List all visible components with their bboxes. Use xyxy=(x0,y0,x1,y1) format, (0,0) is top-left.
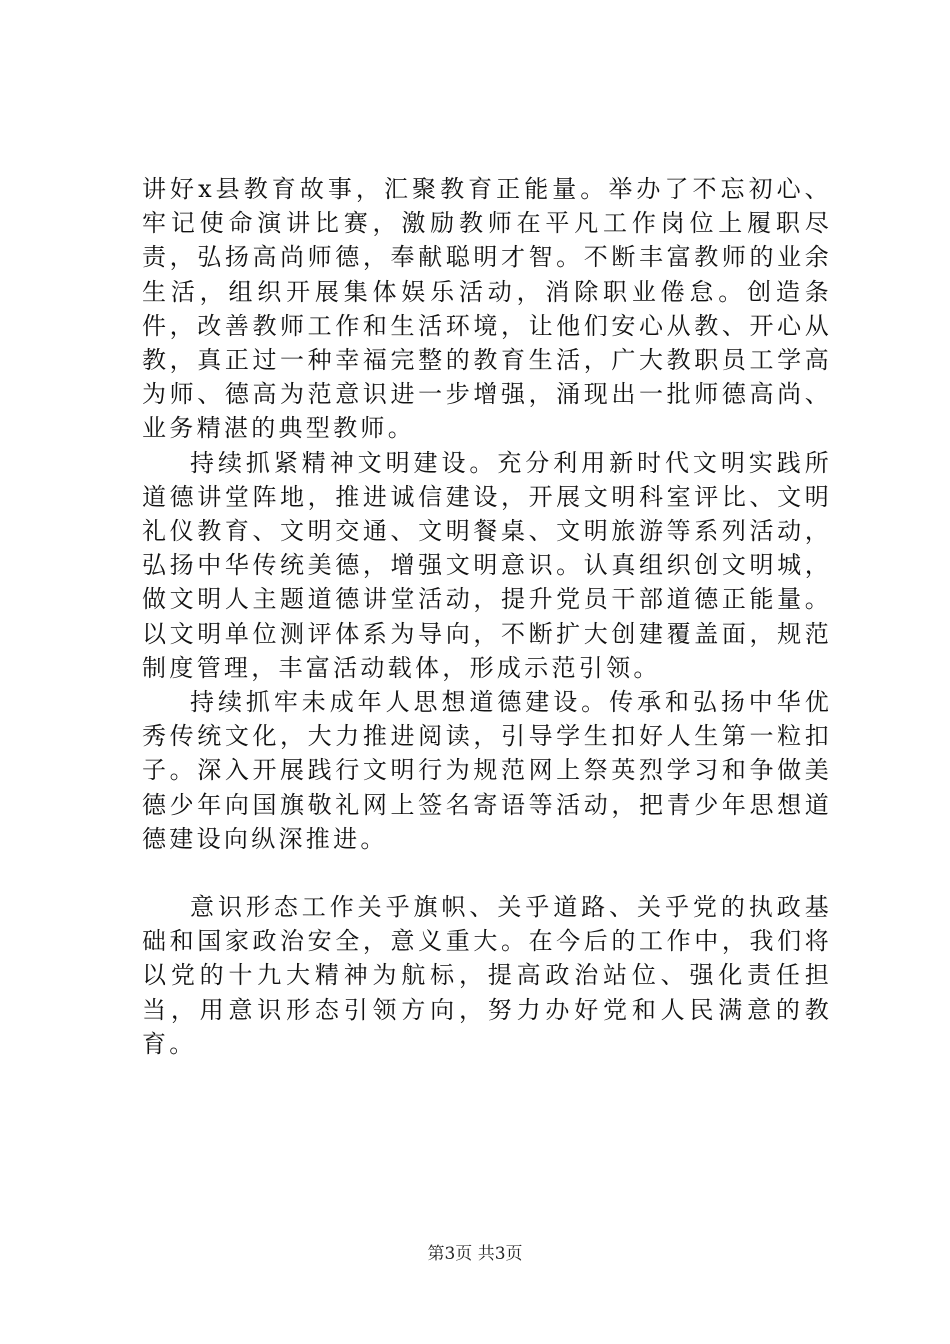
paragraph-teacher-ethics: 讲好x县教育故事，汇聚教育正能量。举办了不忘初心、牢记使命演讲比赛，激励教师在平凡工作岗位上履职尽责，弘扬高尚师德，奉献聪明才智。不断丰富教师的业余生活，组织开展集体娱乐活动，消除职业倦怠。创造条件，改善教师工作和生活环境，让他们安心从教、开心从教，真正过一种幸福完整的教育生活，广大教职员工学高为师、德高为范意识进一步增强，涌现出一批师德高尚、业务精湛的典型教师。 xyxy=(142,175,832,443)
document-body xyxy=(142,172,832,1061)
paragraph-conclusion: 意识形态工作关乎旗帜、关乎道路、关乎党的执政基础和国家政治安全，意义重大。在今后的工作中，我们将以党的十九大精神为航标，提高政治站位、强化责任担当，用意识形态引领方向，努力办好党和人民满意的教育。 xyxy=(142,893,832,1058)
page-number-footer: 第3页 共3页 xyxy=(427,1244,523,1264)
paragraph-spiritual-civilization: 持续抓紧精神文明建设。充分利用新时代文明实践所道德讲堂阵地，推进诚信建设，开展文明科室评比、文明礼仪教育、文明交通、文明餐桌、文明旅游等系列活动，弘扬中华传统美德，增强文明意识。认真组织创文明城，做文明人主题道德讲堂活动，提升党员干部道德正能量。以文明单位测评体系为导向，不断扩大创建覆盖面，规范制度管理，丰富活动载体，形成示范引领。 xyxy=(142,448,832,682)
paragraph-minors-moral-development: 持续抓牢未成年人思想道德建设。传承和弘扬中华优秀传统文化，大力推进阅读，引导学生扣好人生第一粒扣子。深入开展践行文明行为规范网上祭英烈学习和争做美德少年向国旗敬礼网上签名寄语等活动，把青少年思想道德建设向纵深推进。 xyxy=(142,688,832,853)
paragraph-spacer xyxy=(142,856,832,890)
